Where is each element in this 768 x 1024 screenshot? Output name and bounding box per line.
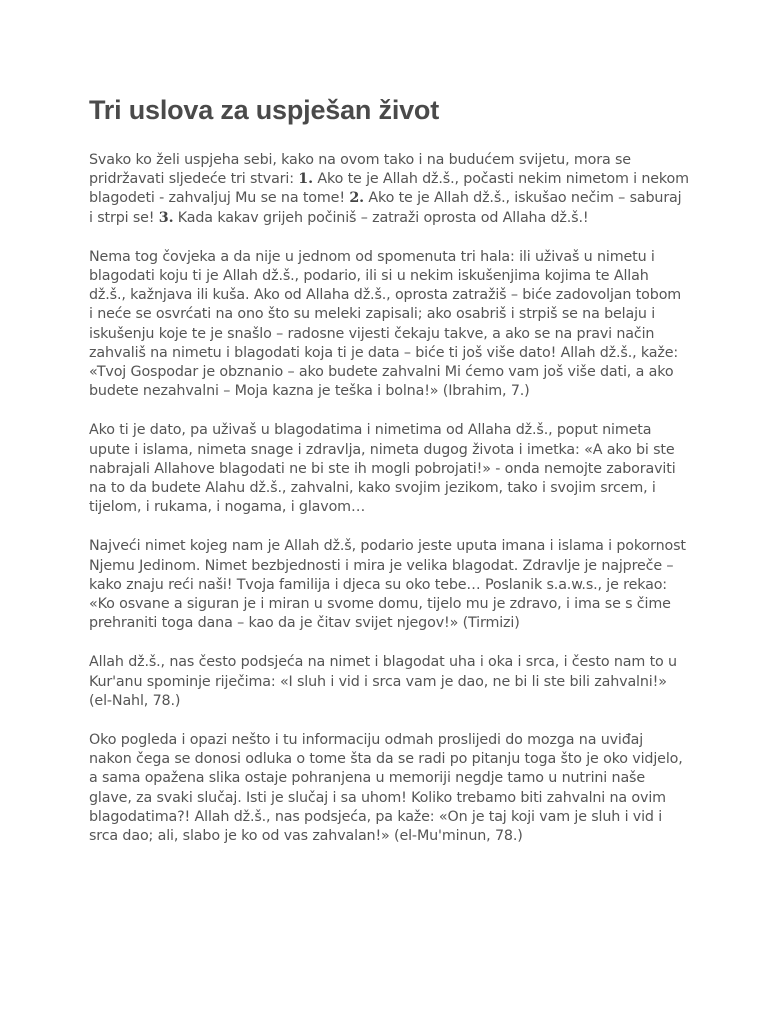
body-paragraph: Nema tog čovjeka a da nije u jednom od spomenuta tri hala: ili uživaš u nimetu i blagodati koju ti je Allah dž.š., podario, ili si u nekim iskušenjima kojima te Allah dž.š., kažnjava ili kuša. Ako od Allaha dž.š., oprosta zatražiš – biće zadovoljan tobom i neće se osvrćati na ono što su meleki zapisali; ako osabriš i strpiš se na belaju i iskušenju koje te je snašlo – radosne vijesti čekaju takve, a ako se na pravi način zahvališ na nimetu i blagodati koja ti je data – biće ti još više dato! Allah dž.š., kaže: «Tvoj Gospodar je obznanio – ako budete zahvalni Mi ćemo vam još više dati, a ako budete nezahvalni – Moja kazna je teška i bolna!» (Ibrahim, 7.) [89, 248, 682, 400]
intro-text-4: Kada kakav grijeh počiniš – zatraži oprosta od Allaha dž.š.! [173, 209, 589, 226]
body-paragraph: Ako ti je dato, pa uživaš u blagodatima i nimetima od Allaha dž.š., poput nimeta upute i islama, nimeta snage i zdravlja, nimeta dugog života i imetka: «A ako bi ste nabrajali Allahove blagodati ne bi ste ih mogli pobrojati!» - onda nemojte zaboraviti na to da budete Alahu dž.š., zahvalni, kako svojim jezikom, tako i svojim srcem, i tijelom, i rukama, i nogama, i glavom… [89, 422, 676, 516]
item-number-1: 1. [298, 171, 313, 188]
document-page [89, 90, 689, 866]
item-number-2: 2. [349, 190, 364, 207]
item-number-3: 3. [158, 209, 174, 226]
intro-paragraph [89, 151, 689, 228]
intro-text-2: Ako te je Allah dž.š., počasti nekim nimetom i nekom blagodeti - zahvaljuj Mu se na tome! [89, 171, 689, 207]
body-paragraph: Allah dž.š., nas često podsjeća na nimet i blagodat uha i oka i srca, i često nam to u Kur'anu spominje riječima: «I sluh i vid i srca vam je dao, ne bi li ste bili zahvalni!» (el-Nahl, 78.) [89, 654, 677, 709]
body-paragraph: Najveći nimet kojeg nam je Allah dž.š, podario jeste uputa imana i islama i pokornost Njemu Jedinom. Nimet bezbjednosti i mira je velika blagodat. Zdravlje je najpreče – kako znaju reći naši! Tvoja familija i djeca su oko tebe… Poslanik s.a.w.s., je rekao: «Ko osvane a siguran je i miran u svome domu, tijelo mu je zdravo, i ima se s čime prehraniti toga dana – kao da je čitav svijet njegov!» (Tirmizi) [89, 538, 686, 632]
intro-text-3: Ako te je Allah dž.š., iskušao nečim – saburaj i strpi se! [89, 190, 682, 226]
document-title: Tri uslova za uspješan život [89, 95, 440, 125]
intro-text-1: Svako ko želi uspjeha sebi, kako na ovom tako i na budućem svijetu, mora se pridržavati sljedeće tri stvari: [89, 152, 631, 188]
body-paragraph: Oko pogleda i opazi nešto i tu informaciju odmah proslijedi do mozga na uviđaj nakon čega se donosi odluka o tome šta da se radi po pitanju toga što je oko vidjelo, a sama opažena slika ostaje pohranjena u memoriji negdje tamo u nutrini naše glave, za svaki slučaj. Isti je slučaj i sa uhom! Koliko trebamo biti zahvalni na ovim blagodatima?! Allah dž.š., nas podsjeća, pa kaže: «On je taj koji vam je sluh i vid i srca dao; ali, slabo je ko od vas zahvalan!» (el-Mu'minun, 78.) [89, 732, 683, 845]
